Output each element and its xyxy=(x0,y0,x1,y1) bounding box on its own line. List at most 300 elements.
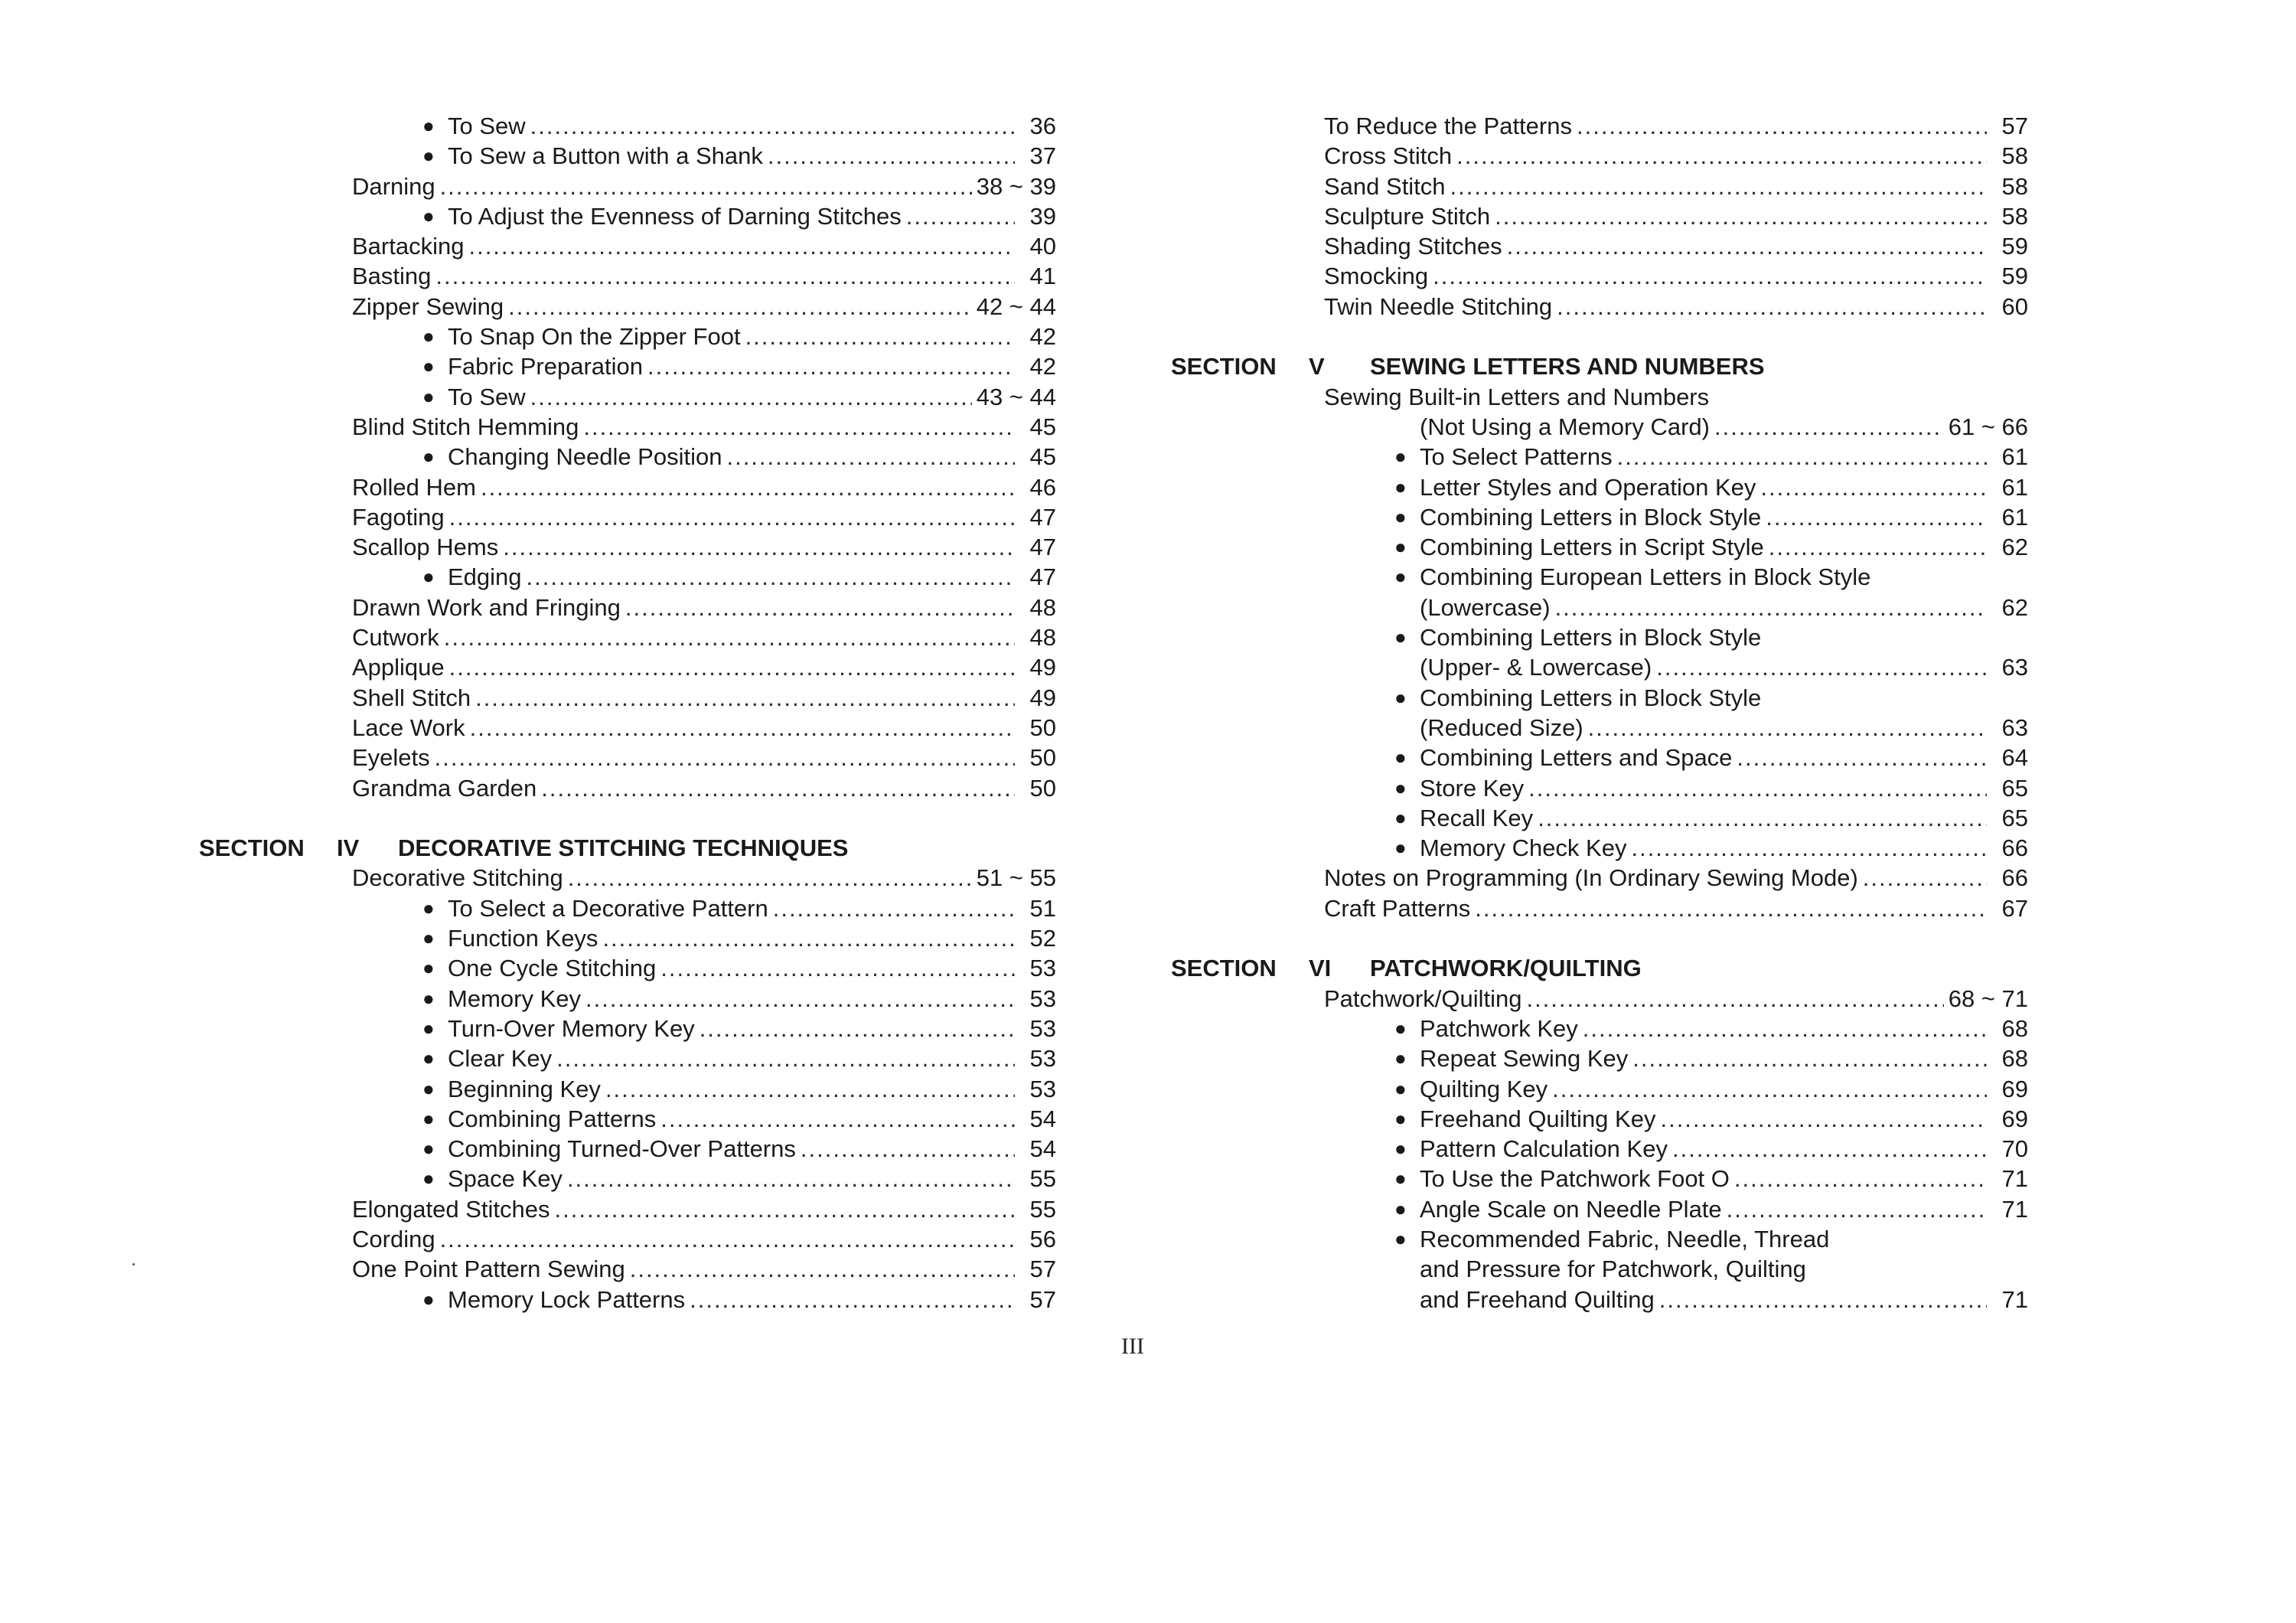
entry-page: 51 xyxy=(1029,894,1056,922)
entry-title: Bartacking xyxy=(352,233,465,260)
entry-page: 61 xyxy=(2001,443,2028,471)
dot-leader xyxy=(1450,171,1987,201)
bullet-icon: ● xyxy=(422,114,435,137)
entry-page: 47 xyxy=(1029,534,1056,561)
dot-leader xyxy=(1538,803,1987,833)
toc-subentry xyxy=(1324,1014,2028,1043)
entry-page: 53 xyxy=(1029,955,1056,982)
toc-entry xyxy=(352,683,1056,713)
section-number: IV xyxy=(337,834,360,862)
dot-leader xyxy=(630,1254,1015,1284)
entry-title: Recall Key xyxy=(1420,804,1534,831)
toc-entry xyxy=(352,743,1056,772)
section-number: V xyxy=(1309,353,1325,380)
toc-subentry xyxy=(352,382,1056,412)
entry-page: 68 xyxy=(2001,1045,2028,1073)
entry-title: Smocking xyxy=(1324,263,1429,290)
entry-title: To Select Patterns xyxy=(1420,443,1613,471)
entry-page: 43 ~ 44 xyxy=(976,383,1056,410)
dot-leader xyxy=(449,652,1015,682)
toc-entry xyxy=(352,652,1056,682)
entry-page: 56 xyxy=(1029,1225,1056,1252)
dot-leader xyxy=(556,1043,1015,1073)
toc-subentry xyxy=(352,1014,1056,1043)
entry-title: Combining Turned-Over Patterns xyxy=(448,1135,796,1163)
section-spacer xyxy=(352,803,1056,833)
entry-title: Shading Stitches xyxy=(1324,233,1502,260)
toc-subentry xyxy=(1324,1224,2028,1254)
dot-leader xyxy=(449,502,1015,532)
entry-page: 57 xyxy=(1029,1256,1056,1283)
entry-title: Edging xyxy=(448,563,522,591)
entry-title: Store Key xyxy=(1420,774,1525,802)
toc-entry xyxy=(352,532,1056,562)
entry-page: 42 xyxy=(1029,353,1056,380)
toc-subentry xyxy=(352,442,1056,472)
entry-title: Combining Patterns xyxy=(448,1105,657,1132)
dot-leader xyxy=(660,953,1015,983)
entry-title: Drawn Work and Fringing xyxy=(352,593,621,621)
bullet-icon: ● xyxy=(1394,1137,1407,1161)
entry-title: To Snap On the Zipper Foot xyxy=(448,323,741,351)
entry-title: Sand Stitch xyxy=(1324,172,1446,200)
toc-subentry xyxy=(1324,442,2028,472)
dot-leader xyxy=(726,442,1015,472)
toc-entry xyxy=(1324,984,2028,1014)
entry-title: Eyelets xyxy=(352,744,430,772)
bullet-icon: ● xyxy=(1394,1047,1407,1070)
entry-title: Fabric Preparation xyxy=(448,353,644,380)
entry-title: (Not Using a Memory Card) xyxy=(1420,413,1710,440)
dot-leader xyxy=(508,292,972,322)
bullet-icon: ● xyxy=(422,1137,435,1161)
toc-continuation xyxy=(1324,412,2028,442)
toc-subentry xyxy=(352,1043,1056,1073)
entry-page: 65 xyxy=(2001,804,2028,831)
toc-subentry xyxy=(1324,1194,2028,1224)
toc-right-column xyxy=(1171,111,2028,1314)
section-heading xyxy=(1171,953,2028,983)
entry-title: Pattern Calculation Key xyxy=(1420,1135,1668,1163)
toc-entry xyxy=(352,593,1056,622)
bullet-icon: ● xyxy=(1394,565,1407,589)
entry-title: Combining Letters in Block Style xyxy=(1420,503,1762,531)
toc-subentry xyxy=(1324,1164,2028,1194)
dot-leader xyxy=(468,231,1015,261)
toc-subentry xyxy=(1324,1134,2028,1164)
toc-entry xyxy=(352,1224,1056,1254)
dot-leader xyxy=(568,863,972,893)
toc-subentry xyxy=(352,984,1056,1014)
entry-page: 52 xyxy=(1029,925,1056,952)
entry-title: Combining Letters in Block Style xyxy=(1420,684,1762,711)
toc-continuation xyxy=(1324,593,2028,622)
entry-page: 60 xyxy=(2001,292,2028,320)
scan-speck xyxy=(132,1263,135,1265)
dot-leader xyxy=(745,322,1015,351)
dot-leader xyxy=(1495,201,1987,231)
toc-entry xyxy=(1324,171,2028,201)
bullet-icon: ● xyxy=(422,986,435,1010)
entry-title: Angle Scale on Needle Plate xyxy=(1420,1195,1722,1223)
entry-page: 47 xyxy=(1029,563,1056,591)
toc-entry xyxy=(1324,141,2028,171)
entry-title: Letter Styles and Operation Key xyxy=(1420,473,1756,501)
bullet-icon: ● xyxy=(422,384,435,408)
dot-leader xyxy=(906,201,1015,231)
entry-title: Notes on Programming (In Ordinary Sewing Mode) xyxy=(1324,864,1858,892)
entry-page: 41 xyxy=(1029,263,1056,290)
entry-title: Memory Key xyxy=(448,985,581,1012)
toc-subentry xyxy=(1324,833,2028,863)
toc-subentry xyxy=(352,1104,1056,1134)
dot-leader xyxy=(1526,984,1943,1014)
dot-leader xyxy=(1555,593,1987,622)
dot-leader xyxy=(1737,743,1987,772)
dot-leader xyxy=(1588,713,1987,743)
entry-page: 62 xyxy=(2001,593,2028,621)
dot-leader xyxy=(503,532,1015,562)
dot-leader xyxy=(1760,472,1987,502)
entry-page: 45 xyxy=(1029,443,1056,471)
entry-page: 62 xyxy=(2001,534,2028,561)
section-number: VI xyxy=(1309,955,1332,982)
entry-title: Cutwork xyxy=(352,624,439,651)
entry-title: Freehand Quilting Key xyxy=(1420,1105,1656,1132)
entry-title: Beginning Key xyxy=(448,1075,601,1102)
toc-subentry xyxy=(1324,502,2028,532)
dot-leader xyxy=(444,622,1015,652)
entry-title: Clear Key xyxy=(448,1045,553,1073)
entry-title: One Point Pattern Sewing xyxy=(352,1256,625,1283)
dot-leader xyxy=(1659,1285,1987,1314)
bullet-icon: ● xyxy=(422,1167,435,1190)
entry-page: 58 xyxy=(2001,142,2028,170)
dot-leader xyxy=(583,412,1015,442)
section-title: SEWING LETTERS AND NUMBERS xyxy=(1370,353,1765,380)
entry-page: 69 xyxy=(2001,1105,2028,1132)
bullet-icon: ● xyxy=(1394,746,1407,769)
entry-title: Craft Patterns xyxy=(1324,894,1471,922)
dot-leader xyxy=(1863,863,1987,893)
entry-page: 67 xyxy=(2001,894,2028,922)
entry-title: Changing Needle Position xyxy=(448,443,722,471)
entry-page: 51 ~ 55 xyxy=(976,864,1056,892)
entry-title: Repeat Sewing Key xyxy=(1420,1045,1629,1073)
entry-page: 53 xyxy=(1029,985,1056,1012)
entry-title: Combining Letters in Script Style xyxy=(1420,534,1764,561)
toc-subentry xyxy=(352,953,1056,983)
entry-page: 46 xyxy=(1029,473,1056,501)
dot-leader xyxy=(541,773,1015,803)
entry-page: 65 xyxy=(2001,774,2028,802)
entry-title: Memory Check Key xyxy=(1420,834,1627,862)
toc-subentry xyxy=(1324,683,2028,713)
toc-entry xyxy=(1324,863,2028,893)
toc-subentry xyxy=(352,351,1056,381)
entry-title: Shell Stitch xyxy=(352,684,471,711)
section-spacer xyxy=(1324,923,2028,953)
page-number: III xyxy=(1121,1334,1144,1359)
entry-page: 50 xyxy=(1029,774,1056,802)
dot-leader xyxy=(768,141,1015,171)
entry-page: 53 xyxy=(1029,1075,1056,1102)
dot-leader xyxy=(1557,292,1987,322)
toc-subentry xyxy=(1324,622,2028,652)
toc-subentry xyxy=(1324,1104,2028,1134)
entry-page: 59 xyxy=(2001,263,2028,290)
dot-leader xyxy=(1507,231,1987,261)
entry-title: Quilting Key xyxy=(1420,1075,1548,1102)
entry-title: Combining Letters in Block Style xyxy=(1420,624,1762,651)
section-title: DECORATIVE STITCHING TECHNIQUES xyxy=(398,834,849,862)
toc-entry xyxy=(1324,231,2028,261)
dot-leader xyxy=(435,743,1015,772)
toc-entry xyxy=(352,773,1056,803)
toc-entry xyxy=(352,412,1056,442)
section-word: SECTION xyxy=(199,834,305,862)
dot-leader xyxy=(1433,261,1987,291)
entry-title: Blind Stitch Hemming xyxy=(352,413,579,440)
entry-page: 63 xyxy=(2001,654,2028,681)
entry-page: 61 xyxy=(2001,473,2028,501)
bullet-icon: ● xyxy=(1394,625,1407,649)
toc-continuation xyxy=(1324,1285,2028,1314)
dot-leader xyxy=(1583,1014,1987,1043)
entry-title: Sculpture Stitch xyxy=(1324,202,1491,230)
toc-entry xyxy=(352,713,1056,743)
dot-leader xyxy=(1766,502,1987,532)
bullet-icon: ● xyxy=(422,926,435,950)
bullet-icon: ● xyxy=(1394,1016,1407,1040)
toc-entry xyxy=(352,292,1056,322)
dot-leader xyxy=(700,1014,1015,1043)
entry-page: 68 xyxy=(2001,1014,2028,1042)
bullet-icon: ● xyxy=(422,1106,435,1130)
dot-leader xyxy=(1672,1134,1987,1164)
toc-subentry xyxy=(1324,743,2028,772)
dot-leader xyxy=(555,1194,1015,1224)
entry-title: To Sew xyxy=(448,113,526,139)
dot-leader xyxy=(1456,141,1987,171)
entry-title: (Lowercase) xyxy=(1420,593,1551,621)
dot-leader xyxy=(660,1104,1015,1134)
dot-leader xyxy=(1617,442,1987,472)
toc-subentry xyxy=(352,923,1056,953)
entry-page: 71 xyxy=(2001,1195,2028,1223)
bullet-icon: ● xyxy=(1394,1076,1407,1100)
bullet-icon: ● xyxy=(422,354,435,378)
bullet-icon: ● xyxy=(1394,505,1407,528)
toc-subentry xyxy=(1324,532,2028,562)
bullet-icon: ● xyxy=(422,204,435,227)
entry-page: 66 xyxy=(2001,864,2028,892)
dot-leader xyxy=(773,893,1015,923)
entry-title: Space Key xyxy=(448,1165,563,1193)
dot-leader xyxy=(1656,652,1987,682)
entry-title: Patchwork/Quilting xyxy=(1324,985,1522,1012)
toc-subentry xyxy=(352,1134,1056,1164)
dot-leader xyxy=(1475,893,1987,923)
entry-page: 42 ~ 44 xyxy=(976,292,1056,320)
toc-entry xyxy=(352,171,1056,201)
toc-subentry xyxy=(352,322,1056,351)
entry-page: 48 xyxy=(1029,624,1056,651)
dot-leader xyxy=(801,1134,1015,1164)
entry-title: Function Keys xyxy=(448,925,598,952)
entry-title: Turn-Over Memory Key xyxy=(448,1014,695,1042)
bullet-icon: ● xyxy=(422,445,435,469)
entry-page: 40 xyxy=(1029,233,1056,260)
bullet-icon: ● xyxy=(1394,1167,1407,1190)
bullet-icon: ● xyxy=(1394,1197,1407,1220)
entry-page: 53 xyxy=(1029,1014,1056,1042)
dot-leader xyxy=(1734,1164,1987,1194)
entry-page: 58 xyxy=(2001,172,2028,200)
toc-entry xyxy=(352,1254,1056,1284)
bullet-icon: ● xyxy=(422,1047,435,1070)
entry-page: 50 xyxy=(1029,744,1056,772)
entry-title: Grandma Garden xyxy=(352,774,537,802)
entry-page: 37 xyxy=(1029,142,1056,170)
bullet-icon: ● xyxy=(1394,685,1407,709)
entry-page: 64 xyxy=(2001,744,2028,772)
entry-page: 57 xyxy=(1029,1285,1056,1313)
section-word: SECTION xyxy=(1171,353,1277,380)
dot-leader xyxy=(605,1074,1015,1104)
dot-leader xyxy=(1769,532,1987,562)
entry-title: One Cycle Stitching xyxy=(448,955,657,982)
dot-leader xyxy=(481,472,1015,502)
bullet-icon: ● xyxy=(1394,445,1407,469)
entry-page: 45 xyxy=(1029,413,1056,440)
dot-leader xyxy=(527,562,1015,592)
entry-title: Recommended Fabric, Needle, Thread xyxy=(1420,1225,1830,1252)
dot-leader xyxy=(470,713,1015,743)
entry-page: 71 xyxy=(2001,1165,2028,1193)
dot-leader xyxy=(1727,1194,1987,1224)
entry-title: Basting xyxy=(352,263,432,290)
entry-title: To Adjust the Evenness of Darning Stitches xyxy=(448,202,902,230)
entry-page: 59 xyxy=(2001,233,2028,260)
entry-title: Fagoting xyxy=(352,503,445,531)
toc-entry xyxy=(1324,261,2028,291)
toc-continuation xyxy=(1324,713,2028,743)
toc-subentry xyxy=(352,893,1056,923)
bullet-icon: ● xyxy=(422,1076,435,1100)
toc-entry xyxy=(1324,201,2028,231)
section-spacer xyxy=(1324,322,2028,351)
entry-title: To Sew xyxy=(448,383,526,410)
section-title: PATCHWORK/QUILTING xyxy=(1370,955,1642,982)
bullet-icon: ● xyxy=(422,565,435,589)
entry-page: 36 xyxy=(1029,113,1056,139)
bullet-icon: ● xyxy=(1394,836,1407,860)
entry-page: 42 xyxy=(1029,323,1056,351)
toc-subentry xyxy=(1324,1043,2028,1073)
entry-title: Twin Needle Stitching xyxy=(1324,292,1553,320)
toc-subentry xyxy=(352,1074,1056,1104)
bullet-icon: ● xyxy=(422,144,435,168)
entry-title: Elongated Stitches xyxy=(352,1195,550,1223)
entry-title: Cross Stitch xyxy=(1324,142,1453,170)
toc-entry xyxy=(1324,382,2028,412)
section-heading xyxy=(199,833,1056,863)
toc-entry xyxy=(352,472,1056,502)
entry-title: Sewing Built-in Letters and Numbers xyxy=(1324,383,1710,410)
toc-subentry xyxy=(352,1285,1056,1314)
toc-subentry xyxy=(352,111,1056,141)
section-heading xyxy=(1171,351,2028,381)
entry-page: 63 xyxy=(2001,714,2028,741)
entry-page: 55 xyxy=(1029,1165,1056,1193)
dot-leader xyxy=(690,1285,1015,1314)
toc-entry xyxy=(352,502,1056,532)
entry-title: To Reduce the Patterns xyxy=(1324,113,1572,139)
entry-title: Decorative Stitching xyxy=(352,864,563,892)
entry-page: 61 ~ 66 xyxy=(1948,413,2028,440)
toc-subentry xyxy=(1324,562,2028,592)
section-word: SECTION xyxy=(1171,955,1277,982)
toc-entry xyxy=(352,231,1056,261)
toc-subentry xyxy=(1324,803,2028,833)
entry-page: 49 xyxy=(1029,684,1056,711)
entry-title: Combining European Letters in Block Style xyxy=(1420,563,1871,591)
entry-page: 38 ~ 39 xyxy=(976,172,1056,200)
toc-continuation xyxy=(1324,652,2028,682)
entry-title: To Select a Decorative Pattern xyxy=(448,894,768,922)
dot-leader xyxy=(585,984,1015,1014)
dot-leader xyxy=(1660,1104,1987,1134)
entry-title: Zipper Sewing xyxy=(352,292,504,320)
dot-leader xyxy=(647,351,1015,381)
dot-leader xyxy=(602,923,1015,953)
toc-entry xyxy=(352,622,1056,652)
toc-entry xyxy=(1324,893,2028,923)
dot-leader xyxy=(1528,773,1987,803)
toc-left-column xyxy=(199,111,1056,1314)
toc-subentry xyxy=(352,141,1056,171)
bullet-icon: ● xyxy=(422,1016,435,1040)
entry-page: 69 xyxy=(2001,1075,2028,1102)
entry-page: 68 ~ 71 xyxy=(1948,985,2028,1012)
entry-title: To Sew a Button with a Shank xyxy=(448,142,763,170)
dot-leader xyxy=(1632,1043,1987,1073)
dot-leader xyxy=(440,171,972,201)
entry-title: Patchwork Key xyxy=(1420,1014,1578,1042)
bullet-icon: ● xyxy=(1394,805,1407,829)
entry-page: 53 xyxy=(1029,1045,1056,1073)
toc-subentry xyxy=(1324,472,2028,502)
entry-title: Cording xyxy=(352,1225,435,1252)
toc-subentry xyxy=(352,201,1056,231)
entry-page: 50 xyxy=(1029,714,1056,741)
bullet-icon: ● xyxy=(1394,776,1407,799)
dot-leader xyxy=(625,593,1015,622)
bullet-icon: ● xyxy=(422,896,435,919)
entry-title: Lace Work xyxy=(352,714,465,741)
entry-title: To Use the Patchwork Foot O xyxy=(1420,1165,1730,1193)
entry-page: 70 xyxy=(2001,1135,2028,1163)
bullet-icon: ● xyxy=(422,1287,435,1311)
dot-leader xyxy=(1552,1074,1987,1104)
entry-page: 58 xyxy=(2001,202,2028,230)
entry-page: 47 xyxy=(1029,503,1056,531)
entry-page: 39 xyxy=(1029,202,1056,230)
entry-title: and Pressure for Patchwork, Quilting xyxy=(1420,1256,1806,1283)
entry-title: Rolled Hem xyxy=(352,473,476,501)
bullet-icon: ● xyxy=(1394,1226,1407,1250)
